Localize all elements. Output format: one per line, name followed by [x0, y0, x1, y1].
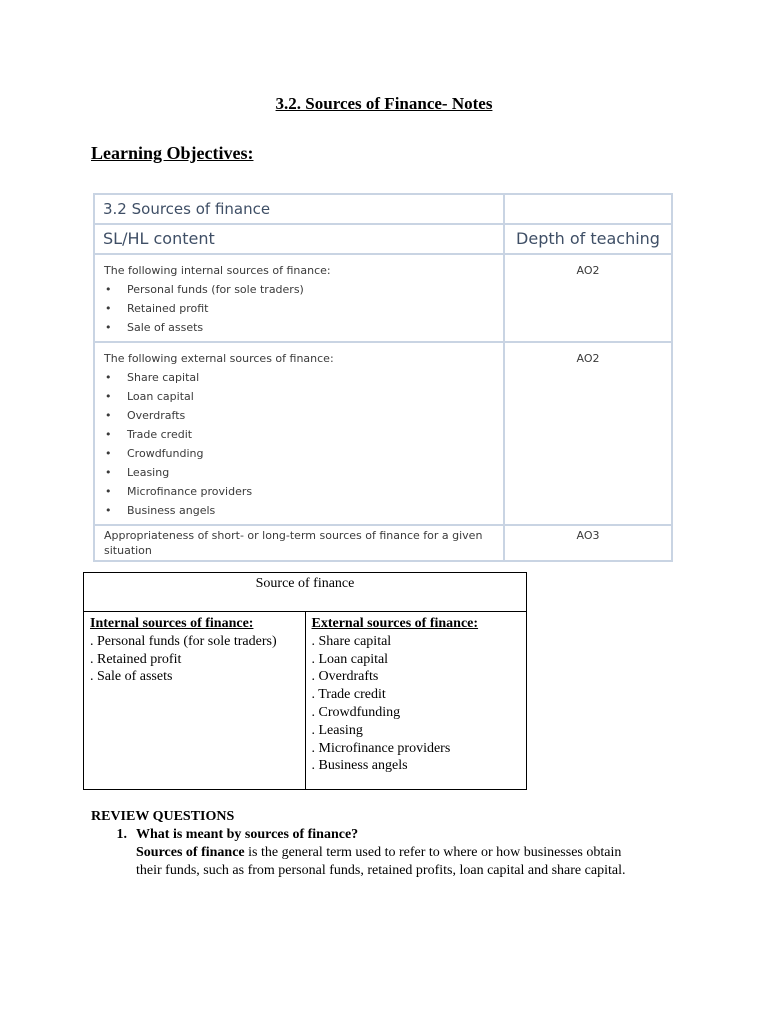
- question-text: What is meant by sources of finance?: [136, 827, 359, 842]
- list-item: • Personal funds (for sole traders): [104, 280, 495, 299]
- answer-term: Sources of finance: [136, 845, 245, 860]
- syllabus-cell-appropriateness: [94, 525, 504, 561]
- internal-intro: The following internal sources of finance:: [104, 264, 331, 277]
- depth-appropriateness: AO3: [504, 525, 672, 561]
- syllabus-cell-internal: [94, 254, 504, 342]
- page-title: 3.2. Sources of Finance- Notes: [275, 94, 493, 113]
- review-questions-section: [91, 808, 691, 880]
- list-item: • Microfinance providers: [104, 482, 495, 501]
- list-item: . Loan capital: [311, 651, 389, 667]
- syllabus-row-internal: [94, 254, 672, 342]
- list-item: • Crowdfunding: [104, 444, 495, 463]
- content-column-header: SL/HL content: [94, 224, 504, 254]
- list-item: • Retained profit: [104, 299, 495, 318]
- external-intro: The following external sources of finance:: [104, 352, 334, 365]
- answer-text-1: is the general term used to refer to where or how businesses obtain: [244, 845, 622, 860]
- sources-of-finance-table: [83, 572, 527, 790]
- depth-internal: AO2: [504, 254, 672, 342]
- question-number: 1.: [116, 827, 127, 842]
- syllabus-title-empty: [504, 194, 672, 224]
- list-item: . Share capital: [311, 633, 392, 649]
- question-1: [91, 826, 691, 844]
- list-item: • Loan capital: [104, 387, 495, 406]
- depth-column-header: Depth of teaching: [504, 224, 672, 254]
- list-item: • Business angels: [104, 501, 495, 520]
- internal-sources-heading: Internal sources of finance:: [90, 616, 254, 631]
- list-item: • Sale of assets: [104, 318, 495, 337]
- syllabus-row-appropriateness: [94, 525, 672, 561]
- internal-sources-column: [84, 612, 306, 790]
- external-list: [104, 368, 495, 520]
- list-item: . Trade credit: [311, 687, 386, 703]
- list-item: • Overdrafts: [104, 406, 495, 425]
- syllabus-title-row: [94, 194, 672, 224]
- appropriateness-text: Appropriateness of short- or long-term sources of finance for a given situation: [104, 529, 483, 557]
- internal-list: [104, 280, 495, 337]
- list-item: . Leasing: [311, 722, 363, 738]
- list-item: . Sale of assets: [90, 669, 173, 685]
- syllabus-cell-external: [94, 342, 504, 525]
- list-item: . Personal funds (for sole traders): [90, 633, 277, 649]
- syllabus-title: 3.2 Sources of finance: [94, 194, 504, 224]
- answer-1: [136, 844, 691, 880]
- list-item: . Retained profit: [90, 651, 182, 667]
- external-sources-heading: External sources of finance:: [311, 616, 479, 631]
- sof-content-row: [84, 612, 527, 790]
- list-item: • Trade credit: [104, 425, 495, 444]
- syllabus-table: [93, 193, 673, 562]
- list-item: . Overdrafts: [311, 669, 379, 685]
- learning-objectives-heading: Learning Objectives:: [91, 143, 254, 163]
- list-item: • Leasing: [104, 463, 495, 482]
- external-sources-column: [305, 612, 527, 790]
- list-item: . Business angels: [311, 758, 408, 774]
- list-item: . Crowdfunding: [311, 704, 401, 720]
- depth-external: AO2: [504, 342, 672, 525]
- syllabus-row-external: [94, 342, 672, 525]
- answer-text-2: their funds, such as from personal funds, retained profits, loan capital and share capital.: [136, 863, 626, 878]
- sof-title-row: [84, 573, 527, 612]
- list-item: • Share capital: [104, 368, 495, 387]
- sof-title: Source of finance: [84, 573, 527, 612]
- list-item: . Microfinance providers: [311, 740, 451, 756]
- syllabus-header-row: [94, 224, 672, 254]
- review-questions-title: REVIEW QUESTIONS: [91, 809, 235, 824]
- answer-line-1: [136, 844, 691, 862]
